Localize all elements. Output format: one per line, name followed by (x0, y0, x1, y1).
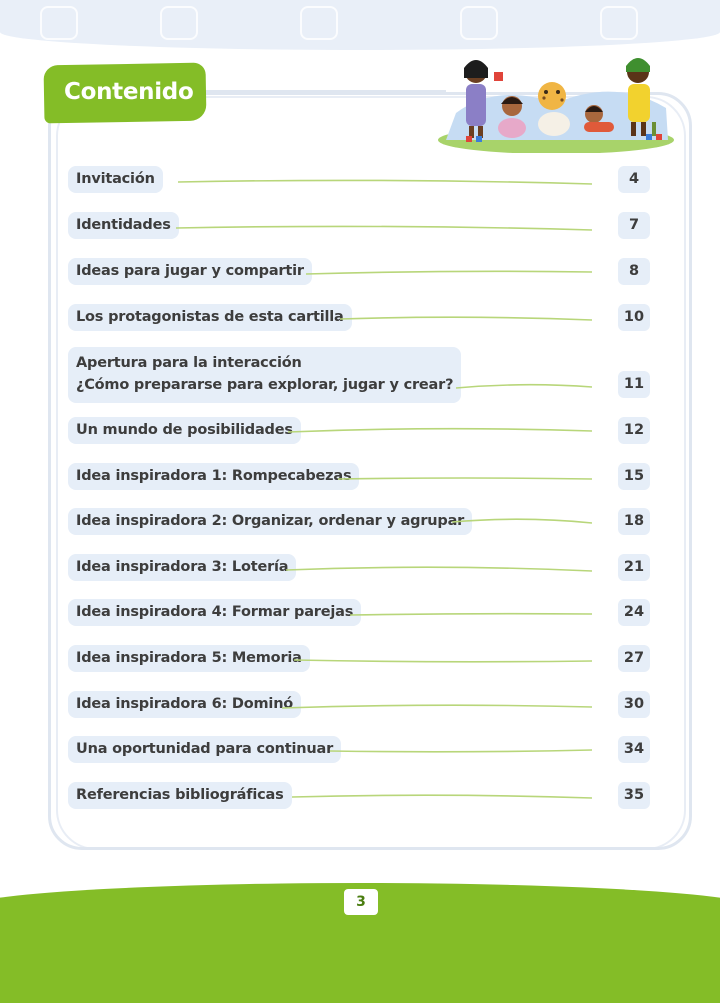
toc-page-number[interactable]: 12 (618, 417, 650, 444)
toc-item-label[interactable]: Una oportunidad para continuar (68, 736, 341, 763)
doodle-shape (460, 6, 498, 40)
toc-page-number[interactable]: 11 (618, 371, 650, 398)
toc-page-number[interactable]: 8 (618, 258, 650, 285)
toc-leader-line (178, 176, 592, 190)
toc-item-label[interactable]: Referencias bibliográficas (68, 782, 292, 809)
toc-item-label[interactable]: Invitación (68, 166, 163, 193)
toc-item-line-1: Apertura para la interacción (76, 355, 302, 371)
toc-page-number[interactable]: 15 (618, 463, 650, 490)
top-decorative-band (0, 0, 720, 50)
toc-item-label[interactable]: Los protagonistas de esta cartilla (68, 304, 352, 331)
toc-item-label[interactable]: Idea inspiradora 2: Organizar, ordenar y agrupar (68, 508, 472, 535)
toc-leader-line (330, 744, 592, 758)
toc-item-label[interactable]: Ideas para jugar y compartir (68, 258, 312, 285)
doodle-shape (600, 6, 638, 40)
toc-item-label-multiline[interactable] (68, 347, 461, 403)
toc-page-number[interactable]: 34 (618, 736, 650, 763)
doodle-shape (300, 6, 338, 40)
toc-leader-line (288, 424, 592, 438)
toc-leader-line (282, 700, 592, 714)
page-number-badge: 3 (342, 887, 380, 917)
toc-page-number[interactable]: 30 (618, 691, 650, 718)
toc-leader-line (286, 562, 592, 576)
toc-item-label[interactable]: Idea inspiradora 6: Dominó (68, 691, 301, 718)
toc-item-label[interactable]: Idea inspiradora 5: Memoria (68, 645, 310, 672)
toc-page-number[interactable]: 7 (618, 212, 650, 239)
toc-item-label[interactable]: Idea inspiradora 3: Lotería (68, 554, 296, 581)
toc-page-number[interactable]: 24 (618, 599, 650, 626)
toc-page-number[interactable]: 4 (618, 166, 650, 193)
toc-leader-line (452, 514, 592, 528)
page-title: Contenido (64, 79, 194, 105)
toc-leader-line (294, 654, 592, 668)
doodle-shape (160, 6, 198, 40)
toc-item-label[interactable]: Identidades (68, 212, 179, 239)
toc-page-number[interactable]: 18 (618, 508, 650, 535)
toc-item-label[interactable]: Idea inspiradora 4: Formar parejas (68, 599, 361, 626)
toc-leader-line (306, 266, 592, 280)
toc-page-number[interactable]: 27 (618, 645, 650, 672)
toc-item-label[interactable]: Idea inspiradora 1: Rompecabezas (68, 463, 359, 490)
toc-leader-line (292, 790, 592, 804)
title-divider (206, 90, 446, 92)
toc-leader-line (456, 380, 592, 394)
toc-leader-line (340, 312, 592, 326)
toc-page-number[interactable]: 35 (618, 782, 650, 809)
toc-item-label[interactable]: Un mundo de posibilidades (68, 417, 301, 444)
toc-leader-line (350, 608, 592, 622)
toc-page-number[interactable]: 10 (618, 304, 650, 331)
doodle-shape (40, 6, 78, 40)
toc-leader-line (176, 222, 592, 236)
children-playing-illustration (436, 48, 676, 153)
toc-item-line-2: ¿Cómo prepararse para explorar, jugar y crear? (76, 377, 454, 393)
toc-leader-line (338, 472, 592, 486)
toc-page-number[interactable]: 21 (618, 554, 650, 581)
